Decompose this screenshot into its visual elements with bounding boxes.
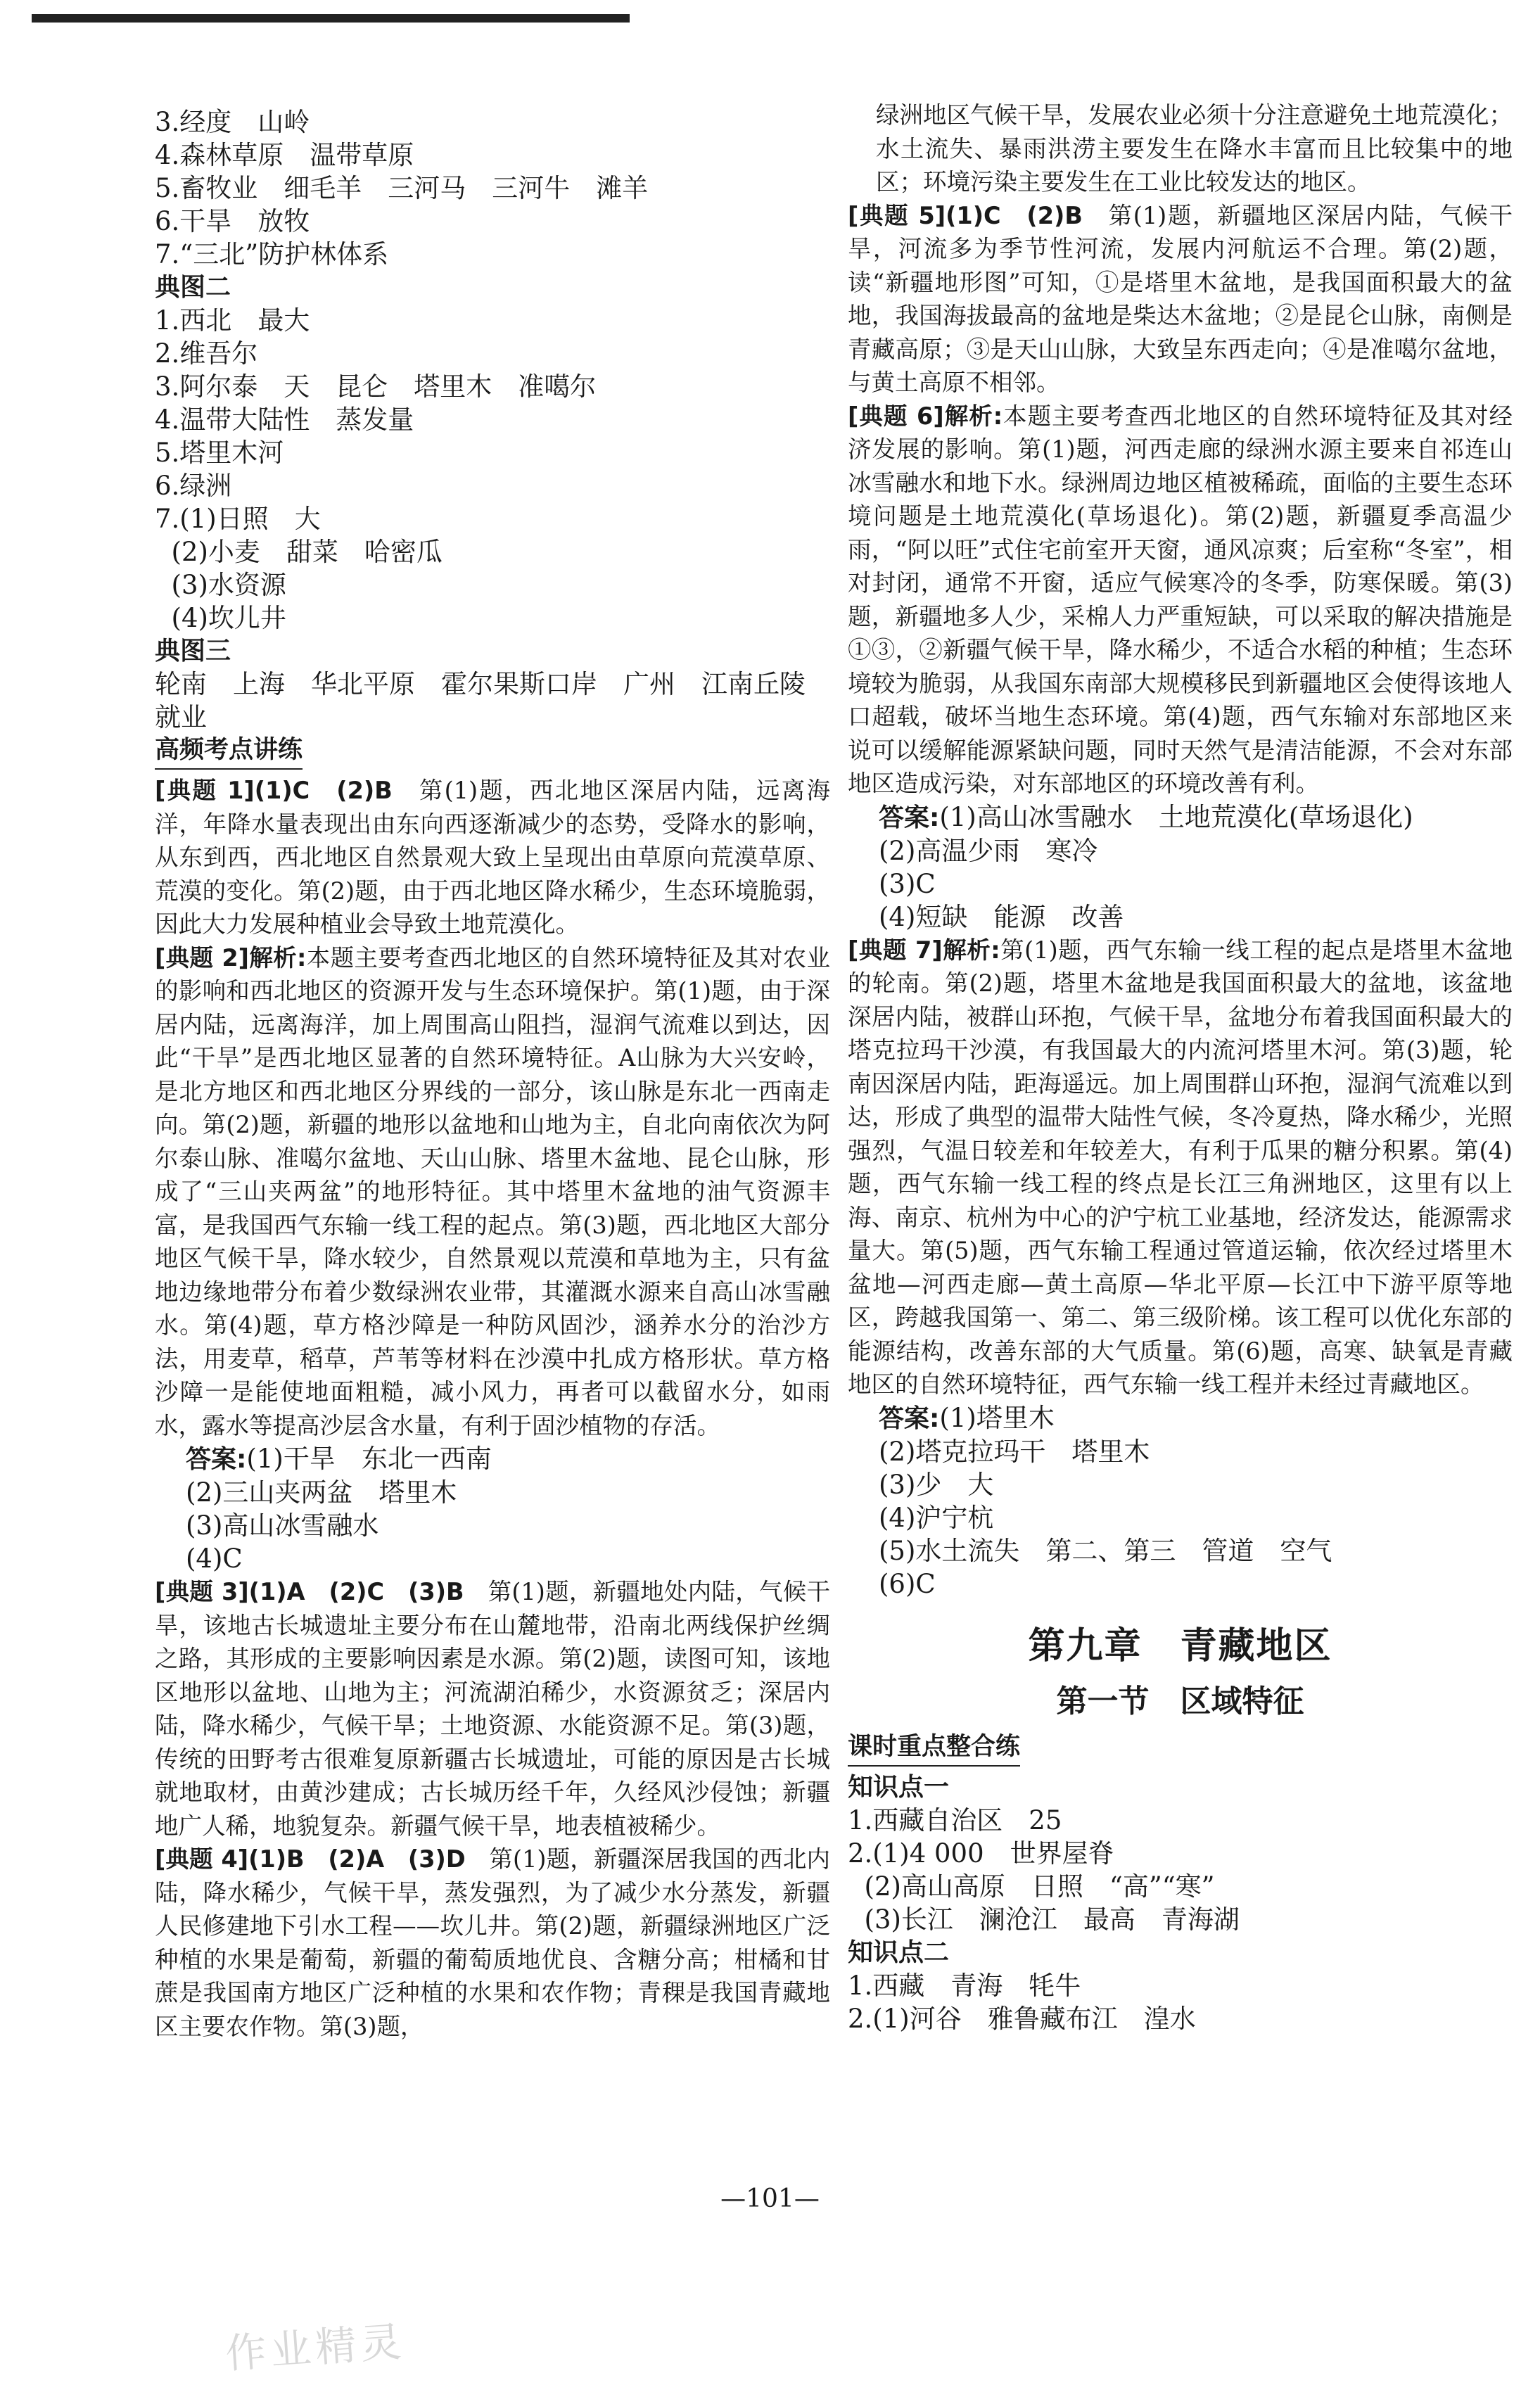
answer-line: 1.西藏 青海 牦牛 <box>848 1970 1081 2001</box>
answer-line: (2)塔克拉玛干 塔里木 <box>879 1436 1150 1467</box>
answer-line: 5.塔里木河 <box>155 438 284 468</box>
dianti-tag: [典题 6] <box>848 402 944 430</box>
right-column <box>848 98 1513 2035</box>
answer-line: (2)三山夹两盆 塔里木 <box>186 1477 457 1508</box>
dianti-text: 本题主要考查西北地区的自然环境特征及其对经济发展的影响。第(1)题，河西走廊的绿洲水源主要来自祁连山冰雪融水和地下水。绿洲周边地区植被稀疏，面临的主要生态环境问题是土地荒漠化(草场退化)。第(2)题，新疆夏季高温少雨，“阿以旺”式住宅前室开天窗，通风凉爽；后室称“冬室”，相对封闭，通常不开窗，适应气候寒冷的冬季，防寒保暖。第(3)题，新疆地多人少，采棉人力严重短缺，可以采取的解决措施是①③，②新疆气候干旱，降水稀少，不适合水稻的种植；生态环境较为脆弱，从我国东南部大规模移民到新疆地区会使得该地人口超载，破坏当地生态环境。第(4)题，西气东输对东部地区来说可以缓解能源紧缺问题，同时天然气是清洁能源，不会对东部地区造成污染，对东部地区的环境改善有利。 <box>848 402 1513 797</box>
answer-label: 答案: <box>186 1445 247 1474</box>
answer-line: (1)干旱 东北一西南 <box>246 1444 492 1474</box>
answer-line: 6.干旱 放牧 <box>155 206 310 236</box>
dianti-tag: [典题 2] <box>155 943 249 972</box>
answer-line: (4)坎儿井 <box>155 603 286 633</box>
dianti-text: 第(1)题，西气东输一线工程的起点是塔里木盆地的轮南。第(2)题，塔里木盆地是我国面积最大的盆地，该盆地深居内陆，被群山环抱，气候干旱，盆地分布着我国面积最大的塔克拉玛干沙漠，有我国最大的内流河塔里木河。第(3)题，轮南因深居内陆，距海遥远。加上周围群山环抱，湿润气流难以到达，形成了典型的温带大陆性气候，冬冷夏热，降水稀少，光照强烈，气温日较差和年较差大，有利于瓜果的糖分积累。第(4)题，西气东输一线工程的终点是长江三角洲地区，这里有以上海、南京、杭州为中心的沪宁杭工业基地，经济发达，能源需求量大。第(5)题，西气东输工程通过管道运输，依次经过塔里木盆地—河西走廊—黄土高原—华北平原—长江中下游平原等地区，跨越我国第一、第二、第三级阶梯。该工程可以优化东部的能源结构，改善东部的大气质量。第(6)题，高寒、缺氧是青藏地区的自然环境特征，西气东输一线工程并未经过青藏地区。 <box>848 936 1513 1398</box>
answer-line: 轮南 上海 华北平原 霍尔果斯口岸 广州 江南丘陵 <box>155 669 806 699</box>
chapter-title: 第九章 青藏地区 <box>1028 1624 1332 1667</box>
answer-line: (1)高山冰雪融水 土地荒漠化(草场退化) <box>939 801 1413 832</box>
answer-line: 2.维吾尔 <box>155 338 258 369</box>
zsd2-heading: 知识点二 <box>848 1937 950 1967</box>
answer-line: (3)少 大 <box>879 1469 994 1500</box>
dianti-3 <box>155 1575 830 1843</box>
dianti-answers: (1)A (2)C (3)B <box>248 1578 464 1605</box>
dianti-answers: (1)B (2)A (3)D <box>248 1845 466 1873</box>
section-title: 第一节 区域特征 <box>1056 1683 1304 1719</box>
dianti-7-answers <box>848 1401 1513 1601</box>
zsd1-heading: 知识点一 <box>848 1772 950 1802</box>
top-border <box>32 14 630 23</box>
dianti-2-answers <box>155 1442 830 1575</box>
answer-line: (3)高山冰雪融水 <box>186 1510 379 1541</box>
answer-line: (3)C <box>879 868 936 899</box>
dianti-tag: [典题 7] <box>848 936 943 964</box>
dianti-1 <box>155 774 830 941</box>
answer-line: 2.(1)河谷 雅鲁藏布江 湟水 <box>848 2003 1196 2034</box>
answer-label: 答案: <box>879 1404 940 1433</box>
answer-line: (1)塔里木 <box>939 1402 1055 1433</box>
dianti-lead: 解析: <box>248 943 307 972</box>
answer-line: (4)C <box>186 1544 243 1574</box>
answer-line: (2)小麦 甜菜 哈密瓜 <box>155 537 443 567</box>
answer-line: (3)水资源 <box>155 570 286 600</box>
answer-line: 1.西北 最大 <box>155 305 310 336</box>
section-heading-gaopin: 高频考点讲练 <box>155 734 303 770</box>
answer-line: 4.温带大陆性 蒸发量 <box>155 405 414 435</box>
answer-line: (2)高山高原 日照 “高”“寒” <box>848 1871 1215 1902</box>
answer-line: 2.(1)4 000 世界屋脊 <box>848 1838 1114 1869</box>
section-heading-keshi: 课时重点整合练 <box>848 1731 1020 1767</box>
answer-line: 就业 <box>155 702 207 732</box>
answer-line: (2)高温少雨 寒冷 <box>879 835 1098 866</box>
dianti-6 <box>848 400 1513 801</box>
answer-line: (3)长江 澜沧江 最高 青海湖 <box>848 1904 1240 1935</box>
dianti-4 <box>155 1843 830 2043</box>
answer-line: 7.(1)日照 大 <box>155 504 321 534</box>
dianti-lead: 解析: <box>942 936 1000 964</box>
answer-line: (4)沪宁杭 <box>879 1502 994 1533</box>
answer-line: 3.经度 山岭 <box>155 107 310 137</box>
answer-line: 4.森林草原 温带草原 <box>155 140 414 170</box>
answer-label: 答案: <box>879 803 940 832</box>
continued-paragraph: 绿洲地区气候干旱，发展农业必须十分注意避免土地荒漠化；水土流失、暴雨洪涝主要发生在降水丰富而且比较集中的地区；环境污染主要发生在工业比较发达的地区。 <box>876 101 1513 196</box>
diantu2-list <box>155 304 830 635</box>
answer-line: 1.西藏自治区 25 <box>848 1805 1062 1835</box>
answer-line: 3.阿尔泰 天 昆仑 塔里木 准噶尔 <box>155 371 597 402</box>
answer-line: (6)C <box>879 1568 936 1599</box>
dianti-5 <box>848 199 1513 400</box>
dianti-tag: [典题 4] <box>155 1845 249 1873</box>
dianti-tag: [典题 5] <box>848 201 946 229</box>
answer-line: (5)水土流失 第二、第三 管道 空气 <box>879 1535 1332 1566</box>
dianti-2 <box>155 941 830 1443</box>
dianti-tag: [典题 1] <box>155 777 255 804</box>
dianti-7 <box>848 934 1513 1401</box>
dianti-6-answers <box>848 801 1513 934</box>
dianti-answers: (1)C (2)B <box>254 777 393 804</box>
answer-line: 7.“三北”防护林体系 <box>155 239 389 269</box>
dianti-answers: (1)C (2)B <box>946 201 1083 229</box>
dianti-text: 本题主要考查西北地区的自然环境特征及其对农业的影响和西北地区的资源开发与生态环境保护。第(1)题，由于深居内陆，远离海洋，加上周围高山阻挡，湿润气流难以到达，因此“干旱”是西北地区显著的自然环境特征。A山脉为大兴安岭，是北方地区和西北地区分界线的一部分，该山脉是东北一西南走向。第(2)题，新疆的地形以盆地和山地为主，自北向南依次为阿尔泰山脉、准噶尔盆地、天山山脉、塔里木盆地、昆仑山脉，形成了“三山夹两盆”的地形特征。其中塔里木盆地的油气资源丰富，是我国西气东输一线工程的起点。第(3)题，西北地区大部分地区气候干旱，降水较少，自然景观以荒漠和草地为主，只有盆地边缘地带分布着少数绿洲农业带，其灌溉水源来自高山冰雪融水。第(4)题，草方格沙障是一种防风固沙，涵养水分的治沙方法，用麦草，稻草，芦苇等材料在沙漠中扎成方格形状。草方格沙障一是能使地面粗糙，减小风力，再者可以截留水分，如雨水，露水等提高沙层含水量，有利于固沙植物的存活。 <box>155 943 831 1439</box>
answer-line: (4)短缺 能源 改善 <box>879 901 1124 932</box>
dianti-text: 第(1)题，新疆地区深居内陆，气候干旱，河流多为季节性河流，发展内河航运不合理。第(2)题，读“新疆地形图”可知，①是塔里木盆地，是我国面积最大的盆地，我国海拔最高的盆地是柴达木盆地；②是昆仑山脉，南侧是青藏高原；③是天山山脉，大致呈东西走向；④是准噶尔盆地，与黄土高原不相邻。 <box>848 201 1513 396</box>
left-column <box>155 106 830 2043</box>
page-number: —101— <box>720 2184 820 2213</box>
answer-line: 6.绿洲 <box>155 471 232 501</box>
dianti-tag: [典题 3] <box>155 1578 249 1605</box>
answer-line: 5.畜牧业 细毛羊 三河马 三河牛 滩羊 <box>155 173 649 203</box>
answer-list-top <box>155 106 830 271</box>
dianti-text: 第(1)题，新疆深居我国的西北内陆，降水稀少，气候干旱，蒸发强烈，为了减少水分蒸发，新疆人民修建地下引水工程——坎儿井。第(2)题，新疆绿洲地区广泛种植的水果是葡萄，新疆的葡萄质地优良、含糖分高；柑橘和甘蔗是我国南方地区广泛种植的水果和农作物；青稞是我国青藏地区主要农作物。第(3)题， <box>155 1845 831 2040</box>
dianti-lead: 解析: <box>943 402 1003 430</box>
diantu3-heading: 典图三 <box>155 637 231 666</box>
diantu2-heading: 典图二 <box>155 273 231 302</box>
dianti-text: 第(1)题，新疆地处内陆，气候干旱，该地古长城遗址主要分布在山麓地带，沿南北两线保护丝绸之路，其形成的主要影响因素是水源。第(2)题，读图可知，该地区地形以盆地、山地为主；河流湖泊稀少，水资源贫乏；深居内陆，降水稀少，气候干旱；土地资源、水能资源不足。第(3)题，传统的田野考古很难复原新疆古长城遗址，可能的原因是古长城就地取材，由黄沙建成；古长城历经千年，久经风沙侵蚀；新疆地广人稀，地貌复杂。新疆气候干旱，地表植被稀少。 <box>155 1578 830 1840</box>
dianti-text: 第(1)题，西北地区深居内陆，远离海洋，年降水量表现出由东向西逐渐减少的态势，受降水的影响，从东到西，西北地区自然景观大致上呈现出由草原向荒漠草原、荒漠的变化。第(2)题，由于西北地区降水稀少，生态环境脆弱，因此大力发展种植业会导致土地荒漠化。 <box>155 777 830 938</box>
watermark: 作业精灵 <box>224 2317 407 2378</box>
